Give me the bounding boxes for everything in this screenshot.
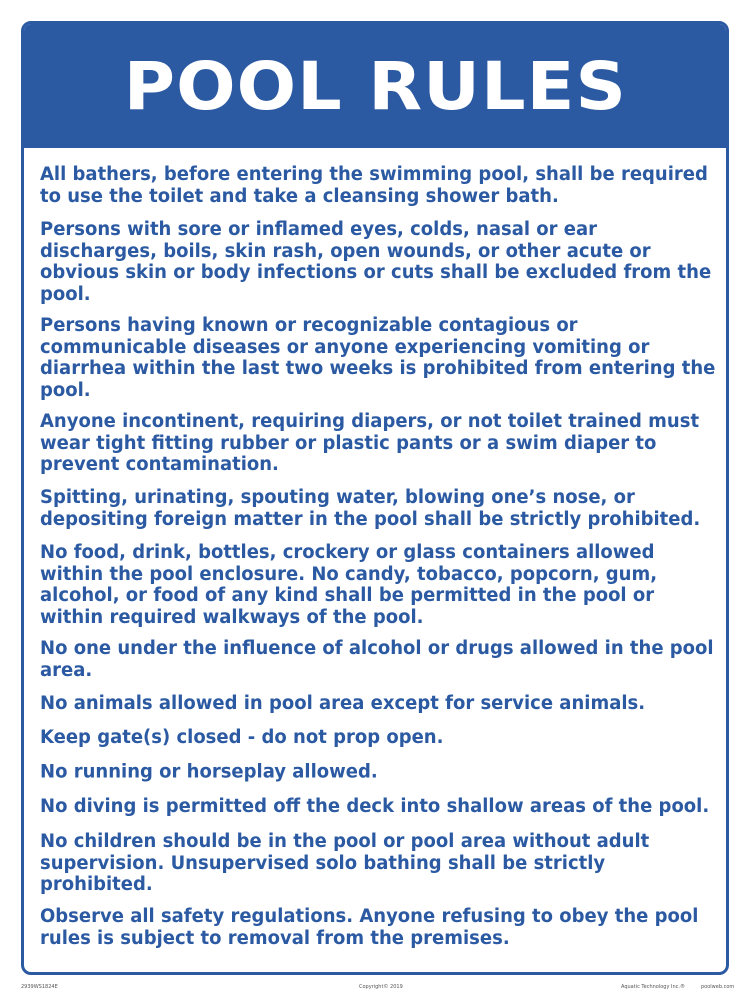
product-code: 2939WS1824E	[21, 984, 58, 990]
rule-item: No food, drink, bottles, crockery or glass containers allowed within the pool enclosure. No candy, tobacco, popcorn, gum, alcohol, or food of any kind shall be permitted in the pool or within required walkways of the pool.	[40, 540, 658, 628]
rule-item: Keep gate(s) closed - do not prop open.	[40, 725, 444, 748]
rule-item: No one under the influence of alcohol or drugs allowed in the pool area.	[40, 636, 714, 681]
sign-header	[24, 24, 726, 148]
rule-item: No animals allowed in pool area except for service animals.	[40, 691, 646, 714]
rules-list	[40, 164, 716, 961]
pool-rules-sign	[21, 21, 729, 975]
rule-item: Persons with sore or inflamed eyes, colds, nasal or ear discharges, boils, skin rash, open wounds, or other acute or obvious skin or body infections or cuts shall be excluded from the pool.	[40, 217, 712, 305]
rule-item: Persons having known or recognizable contagious or communicable diseases or anyone experiencing vomiting or diarrhea within the last two weeks is prohibited from entering the pool.	[40, 313, 716, 401]
rule-item: No running or horseplay allowed.	[40, 760, 378, 783]
rule-item: Spitting, urinating, spouting water, blowing one’s nose, or depositing foreign matter in the pool shall be strictly prohibited.	[40, 485, 701, 530]
website: poolweb.com	[701, 984, 735, 990]
copyright-notice: Copyright© 2019	[359, 984, 403, 990]
rule-item: All bathers, before entering the swimming pool, shall be required to use the toilet and take a cleansing shower bath.	[40, 162, 708, 207]
rule-item: No diving is permitted off the deck into shallow areas of the pool.	[40, 794, 710, 817]
rule-item: Observe all safety regulations. Anyone refusing to obey the pool rules is subject to removal from the premises.	[40, 904, 699, 949]
rule-item: Anyone incontinent, requiring diapers, or not toilet trained must wear tight fitting rubber or plastic pants or a swim diaper to prevent contamination.	[40, 409, 700, 476]
company-name: Aquatic Technology Inc.®	[621, 984, 686, 990]
sign-title: POOL RULES	[123, 47, 627, 125]
sign-footer	[21, 982, 735, 996]
rule-item: No children should be in the pool or pool area without adult supervision. Unsupervised solo bathing shall be strictly prohibited.	[40, 829, 650, 895]
